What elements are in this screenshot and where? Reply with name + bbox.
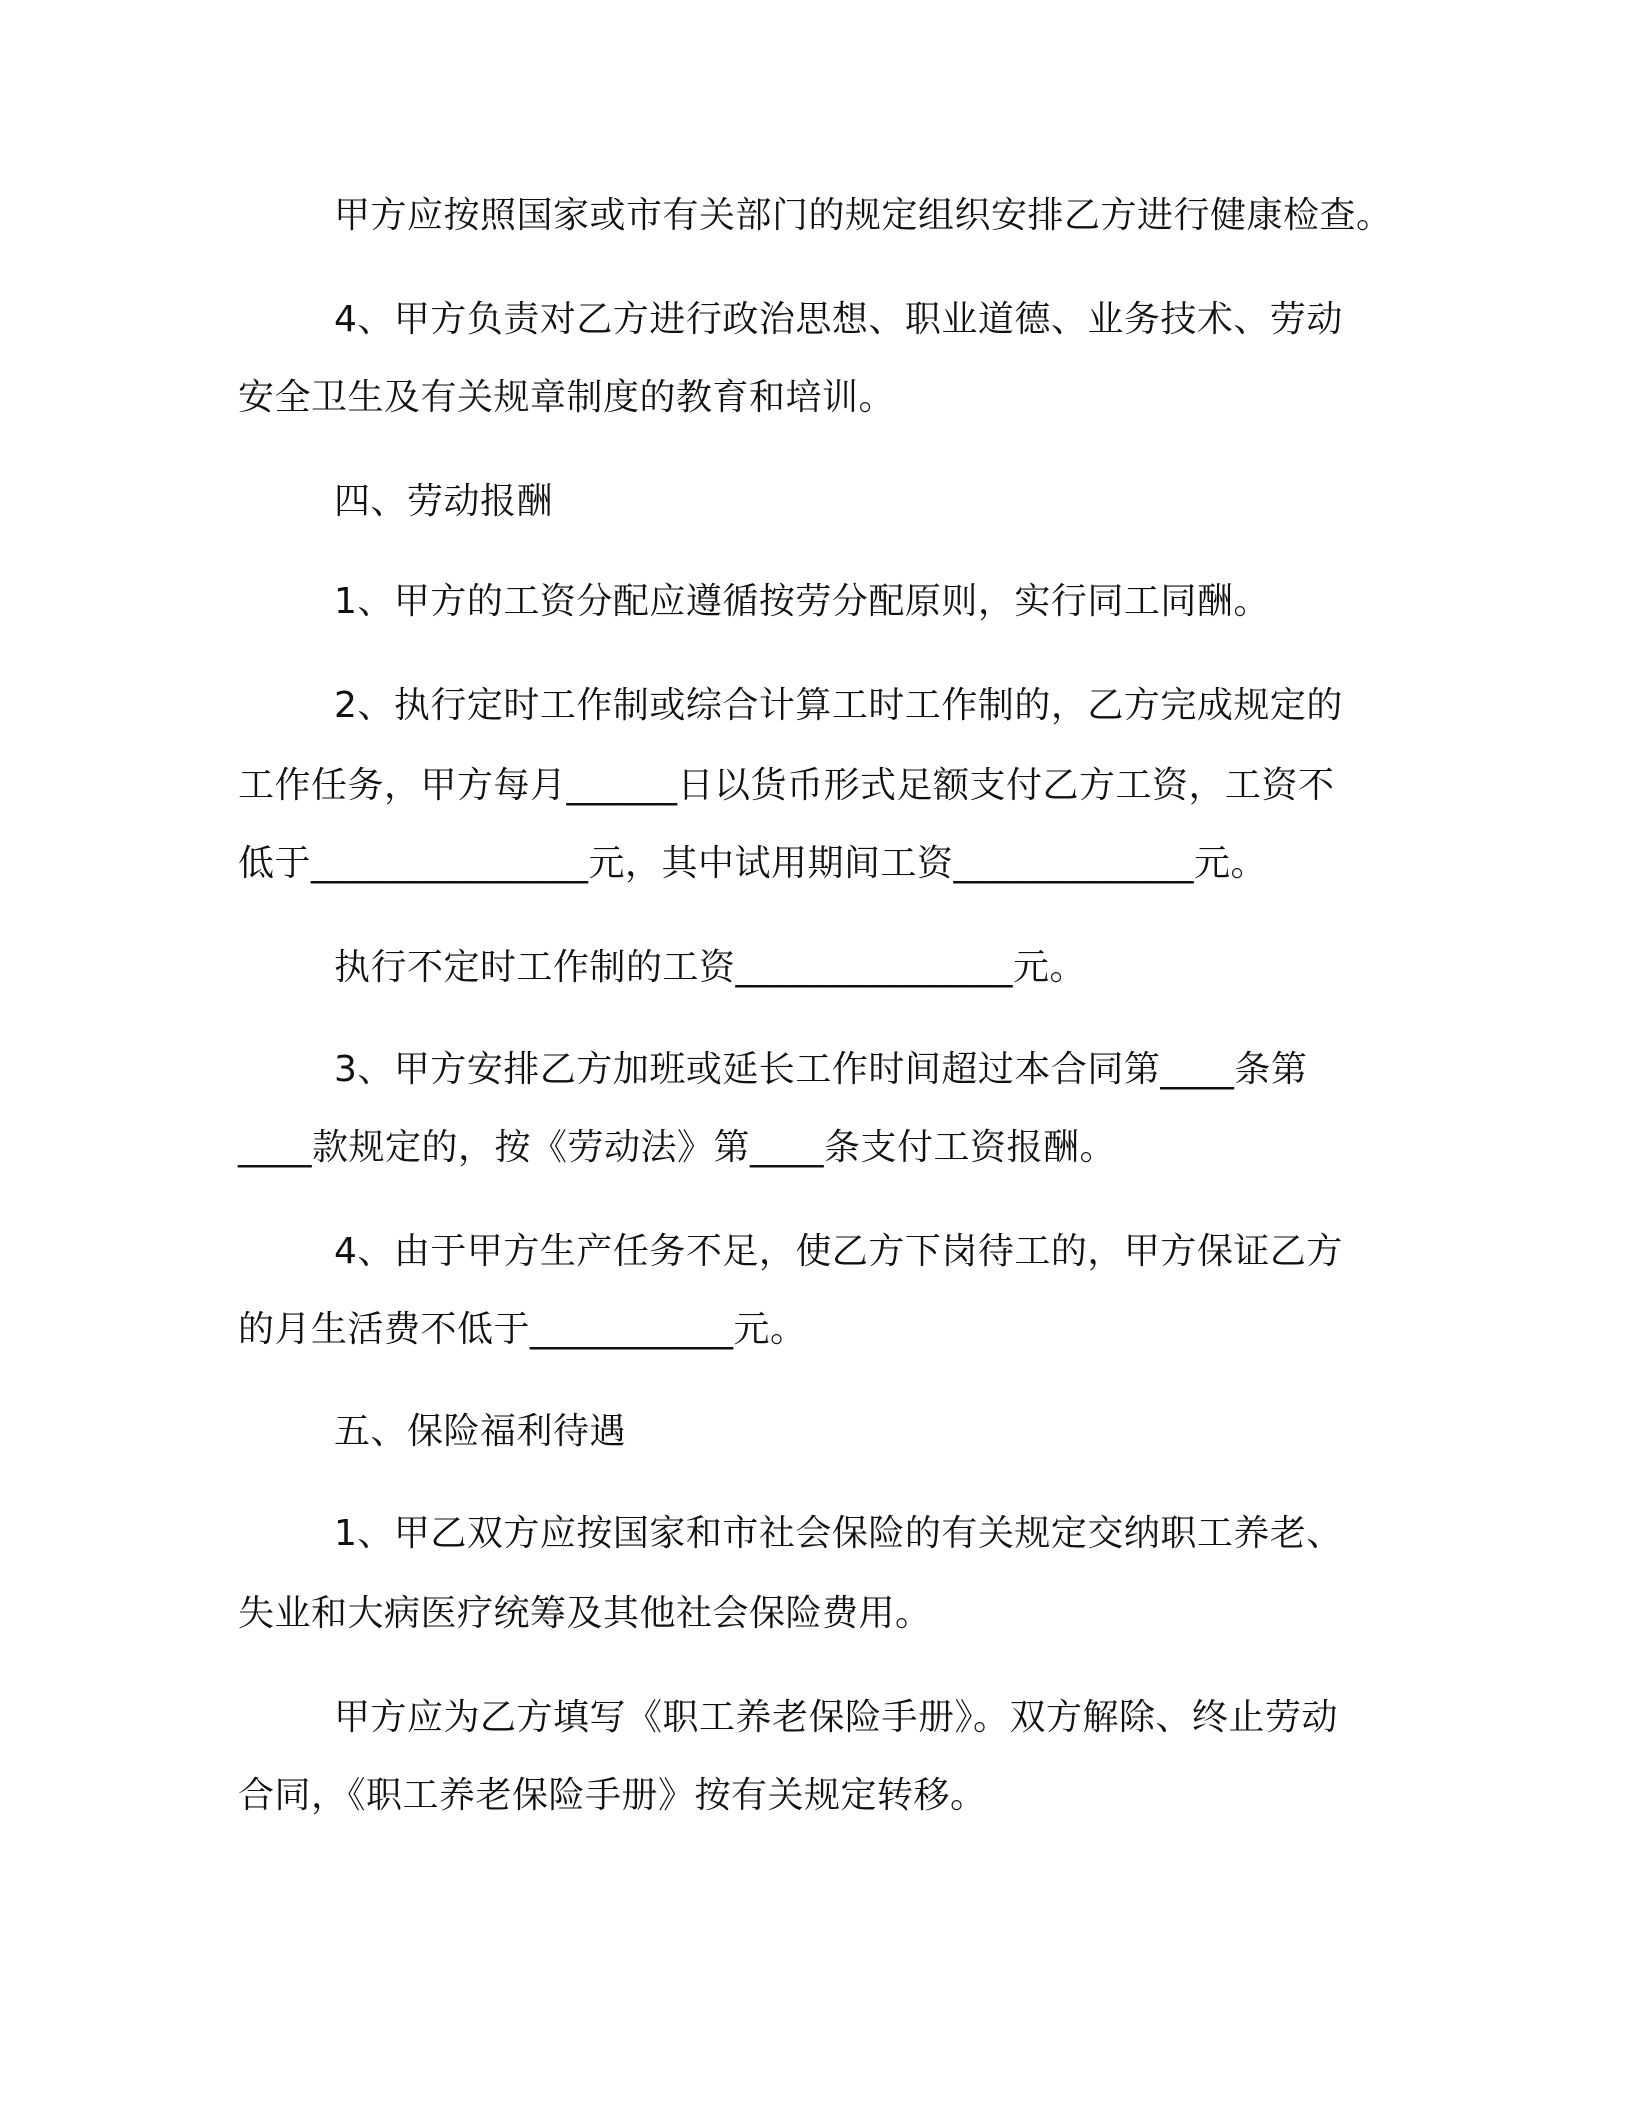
section-heading-labor-remuneration: 四、劳动报酬: [334, 481, 554, 522]
remuneration-clause-1: 1、甲方的工资分配应遵循按劳分配原则，实行同工同酬。: [334, 581, 1270, 622]
insurance-handbook-line-2: 合同，《职工养老保险手册》按有关规定转移。: [238, 1775, 987, 1816]
remuneration-clause-2-line-1: 2、执行定时工作制或综合计算工时工作制的，乙方完成规定的: [334, 685, 1343, 726]
remuneration-clause-2-line-2: 工作任务，甲方每月______日以货币形式足额支付乙方工资，工资不: [238, 765, 1335, 806]
clause-4-line-2: 安全卫生及有关规章制度的教育和培训。: [238, 377, 896, 418]
remuneration-irregular-hours: 执行不定时工作制的工资_______________元。: [334, 947, 1087, 988]
remuneration-clause-3-line-1: 3、甲方安排乙方加班或延长工作时间超过本合同第____条第: [334, 1049, 1308, 1090]
section-heading-insurance-welfare: 五、保险福利待遇: [334, 1411, 627, 1452]
insurance-clause-1-line-1: 1、甲乙双方应按国家和市社会保险的有关规定交纳职工养老、: [334, 1513, 1343, 1554]
remuneration-clause-4-line-1: 4、由于甲方生产任务不足，使乙方下岗待工的，甲方保证乙方: [334, 1231, 1343, 1272]
remuneration-clause-4-line-2: 的月生活费不低于___________元。: [238, 1309, 807, 1350]
insurance-handbook-line-1: 甲方应为乙方填写《职工养老保险手册》。双方解除、终止劳动: [334, 1697, 1339, 1738]
insurance-clause-1-line-2: 失业和大病医疗统筹及其他社会保险费用。: [238, 1593, 932, 1634]
clause-4-line-1: 4、甲方负责对乙方进行政治思想、职业道德、业务技术、劳动: [334, 299, 1343, 340]
remuneration-clause-2-line-3: 低于_______________元，其中试用期间工资_____________元。: [238, 843, 1268, 884]
paragraph-health-check: 甲方应按照国家或市有关部门的规定组织安排乙方进行健康检查。: [334, 195, 1393, 236]
remuneration-clause-3-line-2: ____款规定的，按《劳动法》第____条支付工资报酬。: [238, 1127, 1117, 1168]
